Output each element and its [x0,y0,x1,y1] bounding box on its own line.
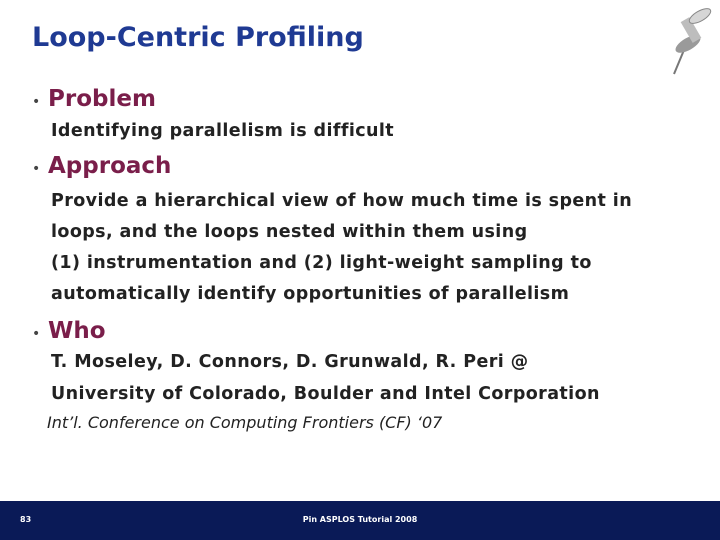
heading-problem: Problem [48,86,156,112]
page-number: 83 [20,515,32,524]
footer-text: Pin ASPLOS Tutorial 2008 [302,515,418,524]
heading-who: Who [48,318,106,344]
bullet-dot: • [32,161,41,177]
approach-line: Provide a hierarchical view of how much time is spent in [51,191,633,211]
problem-line: Identifying parallelism is difficult [51,121,395,141]
approach-line: (1) instrumentation and (2) light-weight sampling to [51,253,592,273]
bullet-who [32,318,106,344]
bullet-dot: • [32,326,41,342]
who-line: T. Moseley, D. Connors, D. Grunwald, R. Peri @ [51,352,529,372]
approach-line: automatically identify opportunities of parallelism [51,284,570,304]
slide-title: Loop-Centric Profiling [32,22,364,53]
pushpin-icon [660,4,716,80]
footer-bar [0,501,720,540]
heading-approach: Approach [48,153,172,179]
who-line: University of Colorado, Boulder and Intel Corporation [51,384,600,404]
approach-line: loops, and the loops nested within them using [51,222,528,242]
citation: Int’l. Conference on Computing Frontiers (CF) ‘07 [47,413,443,432]
bullet-problem [32,86,156,112]
bullet-approach [32,153,171,179]
bullet-dot: • [32,94,41,110]
